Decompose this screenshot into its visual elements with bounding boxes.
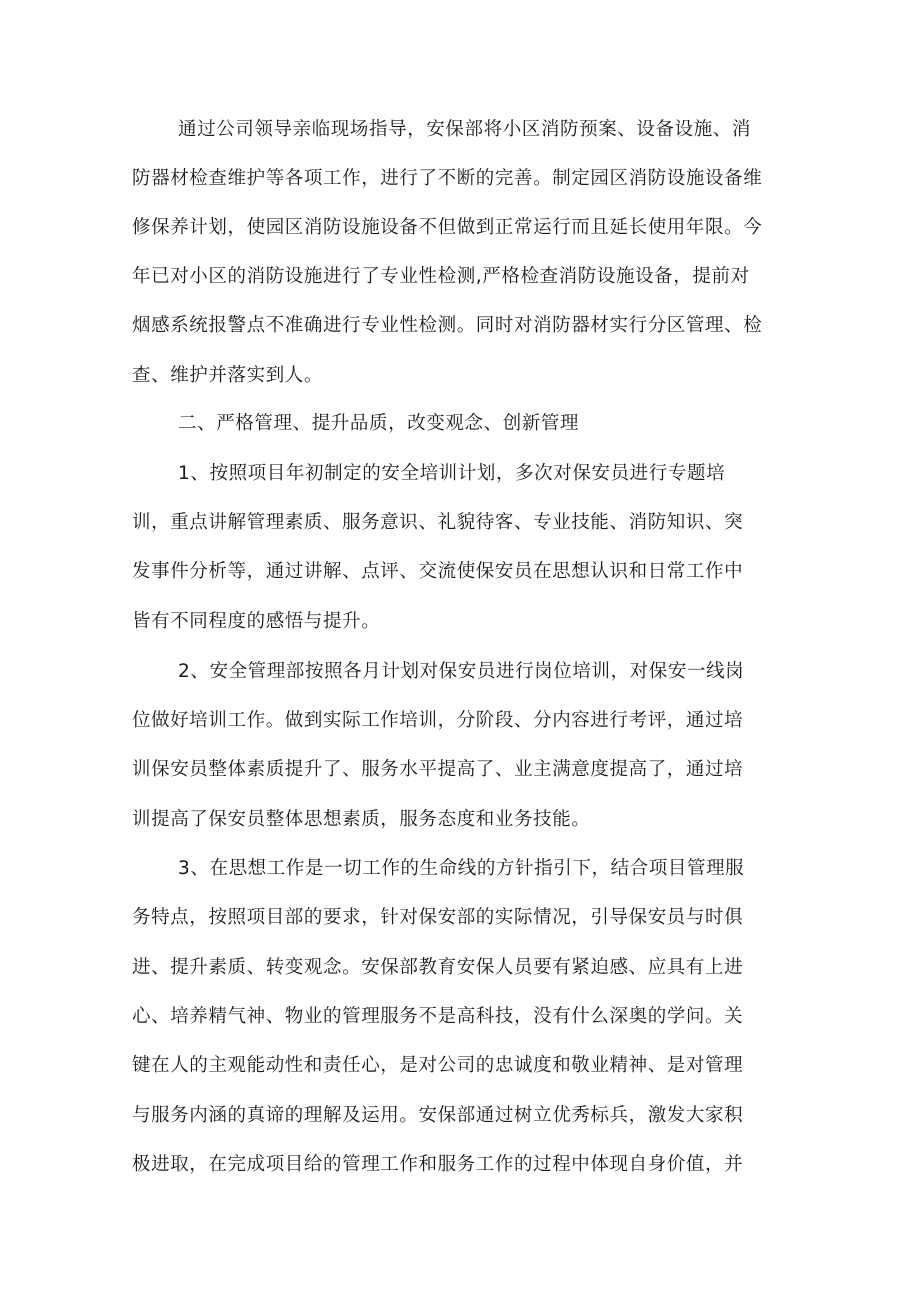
item-3-line-7: 极进取，在完成项目给的管理工作和服务工作的过程中体现自身价值，并 [132,1154,744,1175]
item-2-line-2: 位做好培训工作。做到实际工作培训，分阶段、分内容进行考评，通过培 [132,710,744,731]
item-3-line-6: 与服务内涵的真谛的理解及运用。安保部通过树立优秀标兵，激发大家积 [132,1105,744,1126]
paragraph-1-line-2: 防器材检查维护等各项工作，进行了不断的完善。制定园区消防设施设备维 [132,168,763,189]
paragraph-1-line-6: 查、维护并落实到人。 [132,365,324,386]
paragraph-1-line-5: 烟感系统报警点不准确进行专业性检测。同时对消防器材实行分区管理、检 [132,315,763,336]
paragraph-1-line-3: 修保养计划，使园区消防设施设备不但做到正常运行而且延长使用年限。今 [132,217,763,238]
section-heading: 二、严格管理、提升品质，改变观念、创新管理 [178,413,580,434]
item-3-line-5: 键在人的主观能动性和责任心，是对公司的忠诚度和敬业精神、是对管理 [132,1055,744,1076]
item-3-line-3: 进、提升素质、转变观念。安保部教育安保人员要有紧迫感、应具有上进 [132,957,744,978]
item-1-line-4: 皆有不同程度的感悟与提升。 [132,611,381,632]
item-1-line-2: 训，重点讲解管理素质、服务意识、礼貌待客、专业技能、消防知识、突 [132,512,744,533]
item-3-line-2: 务特点，按照项目部的要求，针对保安部的实际情况，引导保安员与时俱 [132,907,744,928]
item-1-line-1: 1、按照项目年初制定的安全培训计划，多次对保安员进行专题培 [178,463,726,484]
item-2-line-4: 训提高了保安员整体思想素质，服务态度和业务技能。 [132,809,591,830]
item-2-line-3: 训保安员整体素质提升了、服务水平提高了、业主满意度提高了，通过培 [132,759,744,780]
paragraph-1-line-1: 通过公司领导亲临现场指导，安保部将小区消防预案、设备设施、消 [178,119,752,140]
item-2-line-1: 2、安全管理部按照各月计划对保安员进行岗位培训，对保安一线岗 [178,661,745,682]
item-3-line-4: 心、培养精气神、物业的管理服务不是高科技，没有什么深奥的学问。关 [132,1006,744,1027]
item-3-line-1: 3、在思想工作是一切工作的生命线的方针指引下，结合项目管理服 [178,858,745,879]
item-1-line-3: 发事件分析等，通过讲解、点评、交流使保安员在思想认识和日常工作中 [132,561,744,582]
paragraph-1-line-4: 年已对小区的消防设施进行了专业性检测,严格检查消防设施设备，提前对 [132,266,750,287]
